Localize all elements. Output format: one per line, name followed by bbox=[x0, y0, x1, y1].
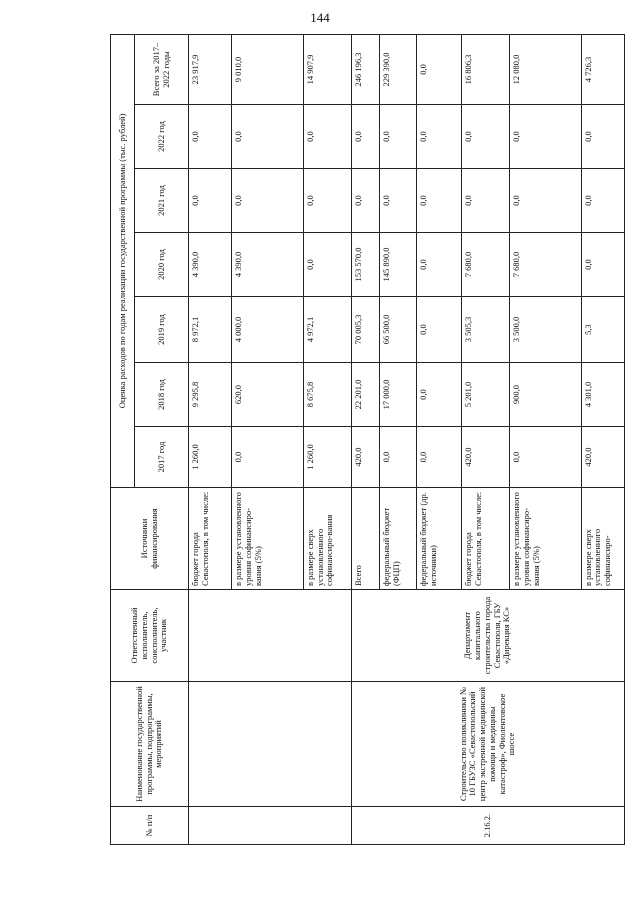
value-cell: 0,0 bbox=[416, 427, 462, 488]
value-cell: 17 000,0 bbox=[379, 363, 416, 427]
value-cell: 7 680,0 bbox=[462, 233, 510, 297]
value-cell: 0,0 bbox=[462, 169, 510, 233]
value-cell: 4 972,1 bbox=[303, 297, 351, 363]
num-cell bbox=[303, 807, 351, 845]
value-cell: 1 260,0 bbox=[303, 427, 351, 488]
header-executor: Ответственный исполнитель, соисполнитель, участник bbox=[111, 590, 189, 682]
value-cell: 0,0 bbox=[416, 169, 462, 233]
value-cell: 3 505,3 bbox=[462, 297, 510, 363]
name-cell bbox=[303, 682, 351, 807]
name-cell bbox=[189, 682, 232, 807]
value-cell: 0,0 bbox=[510, 105, 582, 169]
value-cell: 4 726,3 bbox=[581, 34, 624, 104]
header-estimate: Оценка расходов по годам реализации государственной программы (тыс. рублей) bbox=[111, 34, 135, 487]
value-cell: 5,3 bbox=[581, 297, 624, 363]
source-cell: в размере сверх установленного софинансиро- bbox=[581, 488, 624, 590]
num-cell bbox=[189, 807, 232, 845]
header-year: 2022 год bbox=[135, 105, 189, 169]
value-cell: 12 080,0 bbox=[510, 34, 582, 104]
value-cell: 0,0 bbox=[581, 105, 624, 169]
value-cell: 14 907,9 bbox=[303, 34, 351, 104]
value-cell: 22 201,0 bbox=[351, 363, 379, 427]
executor-cell bbox=[232, 590, 304, 682]
table-row bbox=[351, 34, 379, 844]
value-cell: 3 500,0 bbox=[510, 297, 582, 363]
value-cell: 4 390,0 bbox=[232, 233, 304, 297]
source-cell: федеральный бюджет (ФЦП) bbox=[379, 488, 416, 590]
value-cell: 0,0 bbox=[581, 169, 624, 233]
value-cell: 0,0 bbox=[232, 105, 304, 169]
value-cell: 5 201,0 bbox=[462, 363, 510, 427]
value-cell: 0,0 bbox=[379, 169, 416, 233]
value-cell: 420,0 bbox=[351, 427, 379, 488]
source-cell: в размере установленного уровня софинансиро-вания (5%) bbox=[510, 488, 582, 590]
value-cell: 0,0 bbox=[581, 233, 624, 297]
value-cell: 0,0 bbox=[416, 34, 462, 104]
header-source: Источники финансирования bbox=[111, 488, 189, 590]
value-cell: 8 675,8 bbox=[303, 363, 351, 427]
item-name: Строительство поликлиники № 10 ГБУЗС «Севастопольский центр экстренной медицинской помощи и медицины катастроф», Фиолентовское шоссе bbox=[351, 682, 624, 807]
value-cell: 0,0 bbox=[303, 233, 351, 297]
value-cell: 229 390,0 bbox=[379, 34, 416, 104]
header-year: 2018 год bbox=[135, 363, 189, 427]
source-cell: федеральный бюджет (др. источники) bbox=[416, 488, 462, 590]
value-cell: 66 500,0 bbox=[379, 297, 416, 363]
value-cell: 70 005,3 bbox=[351, 297, 379, 363]
item-executor: Департамент капитального строительства города Севастополя, ГБУ «Дирекция КС» bbox=[351, 590, 624, 682]
value-cell: 0,0 bbox=[416, 233, 462, 297]
value-cell: 0,0 bbox=[189, 105, 232, 169]
table-row bbox=[189, 34, 232, 844]
value-cell: 0,0 bbox=[189, 169, 232, 233]
source-cell: в размере установленного уровня софинансиро-вания (5%) bbox=[232, 488, 304, 590]
page-number: 144 bbox=[310, 10, 330, 25]
value-cell: 16 806,3 bbox=[462, 34, 510, 104]
name-cell bbox=[232, 682, 304, 807]
source-cell: бюджет города Севастополя, в том числе: bbox=[462, 488, 510, 590]
value-cell: 0,0 bbox=[351, 169, 379, 233]
value-cell: 0,0 bbox=[232, 427, 304, 488]
value-cell: 4 390,0 bbox=[189, 233, 232, 297]
value-cell: 0,0 bbox=[379, 105, 416, 169]
header-year: 2017 год bbox=[135, 427, 189, 488]
value-cell: 153 570,0 bbox=[351, 233, 379, 297]
value-cell: 0,0 bbox=[416, 297, 462, 363]
budget-table bbox=[110, 34, 625, 845]
table-row bbox=[232, 34, 304, 844]
header-name: Наименование государственной программы, подпрограммы, мероприятий bbox=[111, 682, 189, 807]
value-cell: 0,0 bbox=[462, 105, 510, 169]
value-cell: 1 260,0 bbox=[189, 427, 232, 488]
value-cell: 4 000,0 bbox=[232, 297, 304, 363]
value-cell: 420,0 bbox=[462, 427, 510, 488]
value-cell: 0,0 bbox=[379, 427, 416, 488]
value-cell: 145 890,0 bbox=[379, 233, 416, 297]
value-cell: 0,0 bbox=[416, 363, 462, 427]
executor-cell bbox=[189, 590, 232, 682]
value-cell: 0,0 bbox=[416, 105, 462, 169]
value-cell: 420,0 bbox=[581, 427, 624, 488]
value-cell: 246 196,3 bbox=[351, 34, 379, 104]
table-frame bbox=[110, 35, 625, 845]
value-cell: 0,0 bbox=[351, 105, 379, 169]
value-cell: 0,0 bbox=[510, 169, 582, 233]
value-cell: 0,0 bbox=[303, 169, 351, 233]
value-cell: 9 010,0 bbox=[232, 34, 304, 104]
num-cell bbox=[232, 807, 304, 845]
header-year: 2019 год bbox=[135, 297, 189, 363]
table-row bbox=[303, 34, 351, 844]
value-cell: 0,0 bbox=[510, 427, 582, 488]
value-cell: 620,0 bbox=[232, 363, 304, 427]
source-cell: в размере сверх установленного софинансиро-вания bbox=[303, 488, 351, 590]
value-cell: 8 972,1 bbox=[189, 297, 232, 363]
landscape-table-wrapper bbox=[110, 35, 625, 845]
value-cell: 4 301,0 bbox=[581, 363, 624, 427]
value-cell: 9 295,8 bbox=[189, 363, 232, 427]
value-cell: 7 680,0 bbox=[510, 233, 582, 297]
value-cell: 900,0 bbox=[510, 363, 582, 427]
value-cell: 0,0 bbox=[232, 169, 304, 233]
header-num: № п/п bbox=[111, 807, 189, 845]
source-cell: бюджет города Севастополя, в том числе: bbox=[189, 488, 232, 590]
source-cell: Всего bbox=[351, 488, 379, 590]
executor-cell bbox=[303, 590, 351, 682]
header-year-total: Всего за 2017–2022 годы bbox=[135, 34, 189, 104]
value-cell: 0,0 bbox=[303, 105, 351, 169]
item-number: 2.16.2. bbox=[351, 807, 624, 845]
header-year: 2020 год bbox=[135, 233, 189, 297]
header-year: 2021 год bbox=[135, 169, 189, 233]
value-cell: 23 917,9 bbox=[189, 34, 232, 104]
